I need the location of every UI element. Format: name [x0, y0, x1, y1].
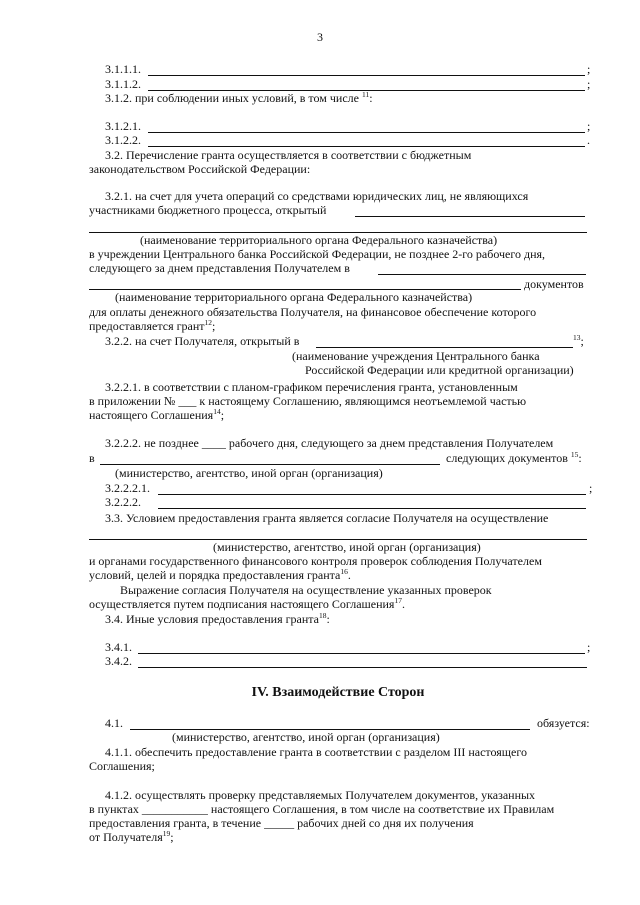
clause-3-2-1-line5: для оплаты денежного обязательства Получателя, на финансовое обеспечение которого — [89, 305, 537, 319]
period: . — [587, 133, 590, 147]
semicolon: ; — [587, 62, 591, 76]
footnote-ref: 15 — [570, 450, 579, 459]
clause-3-2-2-end — [573, 334, 584, 348]
fill-line — [378, 274, 586, 275]
following-documents: следующих документов — [446, 451, 568, 465]
fill-line — [148, 75, 585, 76]
clause-3-2-1-line6 — [89, 319, 215, 333]
fill-line — [138, 667, 587, 668]
semicolon: ; — [580, 334, 584, 348]
clause-3-2-2-1-line3-text: настоящего Соглашения — [89, 408, 214, 422]
semicolon: ; — [589, 481, 593, 495]
semicolon: ; — [212, 319, 216, 333]
clause-3-2-2-2-2: 3.2.2.2. — [105, 495, 141, 509]
documents-label: документов — [524, 277, 584, 291]
clause-3-2-1-line3: в учреждении Центрального банка Российской Федерации, не позднее 2-го рабочего дня, — [89, 247, 546, 261]
clause-4-1-1-line2: Соглашения; — [89, 759, 155, 773]
fill-line — [148, 132, 585, 133]
clause-3-2-1-line2: участниками бюджетного процесса, открытый — [89, 203, 327, 217]
fill-line — [158, 508, 586, 509]
clause-3-2-2-2-in: в — [89, 451, 95, 465]
clause-3-2-2: 3.2.2. на счет Получателя, открытый в — [105, 334, 300, 348]
clause-4-1-1-line1: 4.1.1. обеспечить предоставление гранта в соответствии с разделом III настоящего — [105, 745, 527, 759]
clause-3-3-line5 — [89, 597, 405, 611]
period: . — [347, 568, 351, 582]
clause-3-2-2-1-line3 — [89, 408, 224, 422]
footnote-ref: 13 — [573, 333, 581, 342]
caption-treasury-2: (наименование территориального органа Федерального казначейства) — [115, 290, 473, 304]
semicolon: ; — [170, 830, 174, 844]
footnote-ref: 18 — [319, 611, 327, 620]
clause-3-3-line3-text: условий, целей и порядка предоставления гранта — [89, 568, 341, 582]
clause-3-1-2-text: 3.1.2. при соблюдении иных условий, в том числе — [105, 91, 359, 105]
clause-3-1-1-1: 3.1.1.1. — [105, 62, 141, 76]
clause-3-1-2 — [105, 91, 373, 105]
footnote-ref: 12 — [204, 318, 213, 327]
semicolon: ; — [587, 640, 591, 654]
footnote-ref: 11 — [361, 90, 370, 99]
clause-4-1-2-line3: предоставления гранта, в течение _____ рабочих дней со дня их получения — [89, 816, 474, 830]
clause-4-1-2-line2: в пунктах ___________ настоящего Соглашения, в том числе на соответствие их Правилам — [89, 802, 555, 816]
clause-3-2-2-2-1: 3.2.2.2.1. — [105, 481, 150, 495]
semicolon: ; — [587, 119, 591, 133]
clause-3-4-2: 3.4.2. — [105, 654, 132, 668]
caption-treasury: (наименование территориального органа Федерального казначейства) — [140, 233, 498, 247]
footnote-ref: 17 — [394, 596, 402, 605]
clause-4-1-2-line1: 4.1.2. осуществлять проверку представляемых Получателем документов, указанных — [105, 788, 536, 802]
clause-3-3-line4: Выражение согласия Получателя на осуществление указанных проверок — [120, 583, 492, 597]
clause-3-3-line2: и органами государственного финансового контроля проверок соблюдения Получателем — [89, 554, 542, 568]
clause-3-2-1-line4: следующего за днем представления Получателем в — [89, 261, 350, 275]
fill-line — [316, 347, 573, 348]
clause-3-1-2-1: 3.1.2.1. — [105, 119, 141, 133]
clause-3-2-line1: 3.2. Перечисление гранта осуществляется в соответствии с бюджетным — [105, 148, 472, 162]
clause-3-2-1-line6-text: предоставляется грант — [89, 319, 205, 333]
clause-3-1-2-2: 3.1.2.2. — [105, 133, 141, 147]
fill-line — [158, 494, 586, 495]
clause-3-2-line2: законодательством Российской Федерации: — [89, 162, 311, 176]
caption-ministry: (министерство, агентство, иной орган (организация) — [115, 466, 383, 480]
clause-3-3-line1: 3.3. Условием предоставления гранта является согласие Получателя на осуществление — [105, 511, 549, 525]
clause-3-2-2-1-line1: 3.2.2.1. в соответствии с планом-графиком перечисления гранта, установленным — [105, 380, 518, 394]
colon: : — [326, 612, 330, 626]
clause-3-2-2-2-docs — [446, 451, 582, 465]
period: . — [401, 597, 405, 611]
fill-line — [355, 216, 585, 217]
clause-4-1-2-line4 — [89, 830, 174, 844]
clause-3-2-1-line1: 3.2.1. на счет для учета операций со средствами юридических лиц, не являющихся — [105, 189, 529, 203]
fill-line — [138, 653, 585, 654]
clause-4-1: 4.1. — [105, 716, 123, 730]
clause-3-3-line5-text: осуществляется путем подписания настоящего Соглашения — [89, 597, 395, 611]
fill-line — [100, 464, 440, 465]
clause-3-4 — [105, 612, 330, 626]
section-title: IV. Взаимодействие Сторон — [251, 685, 425, 700]
clause-3-2-2-1-line2: в приложении № ___ к настоящему Соглашению, являющимся неотъемлемой частью — [89, 394, 527, 408]
clause-3-4-text: 3.4. Иные условия предоставления гранта — [105, 612, 320, 626]
footnote-ref: 19 — [162, 829, 171, 838]
clause-4-1-2-line4-text: от Получателя — [89, 830, 163, 844]
clause-3-4-1: 3.4.1. — [105, 640, 132, 654]
semicolon: ; — [587, 77, 591, 91]
obligates-label: обязуется: — [537, 716, 590, 730]
page-number: 3 — [317, 30, 323, 44]
colon: : — [369, 91, 373, 105]
fill-line — [148, 146, 585, 147]
caption-bank-1: (наименование учреждения Центрального банка — [292, 349, 540, 363]
caption-ministry-3: (министерство, агентство, иной орган (организация) — [172, 730, 440, 744]
clause-3-3-line3 — [89, 568, 351, 582]
colon: : — [578, 451, 582, 465]
clause-3-1-1-2: 3.1.1.2. — [105, 77, 141, 91]
footnote-ref: 14 — [213, 407, 221, 416]
semicolon: ; — [220, 408, 225, 422]
footnote-ref: 16 — [340, 567, 348, 576]
caption-ministry-2: (министерство, агентство, иной орган (организация) — [213, 540, 481, 554]
caption-bank-2: Российской Федерации или кредитной организации) — [305, 363, 574, 377]
clause-3-2-2-2-line1: 3.2.2.2. не позднее ____ рабочего дня, следующего за днем представления Получателем — [105, 436, 554, 450]
